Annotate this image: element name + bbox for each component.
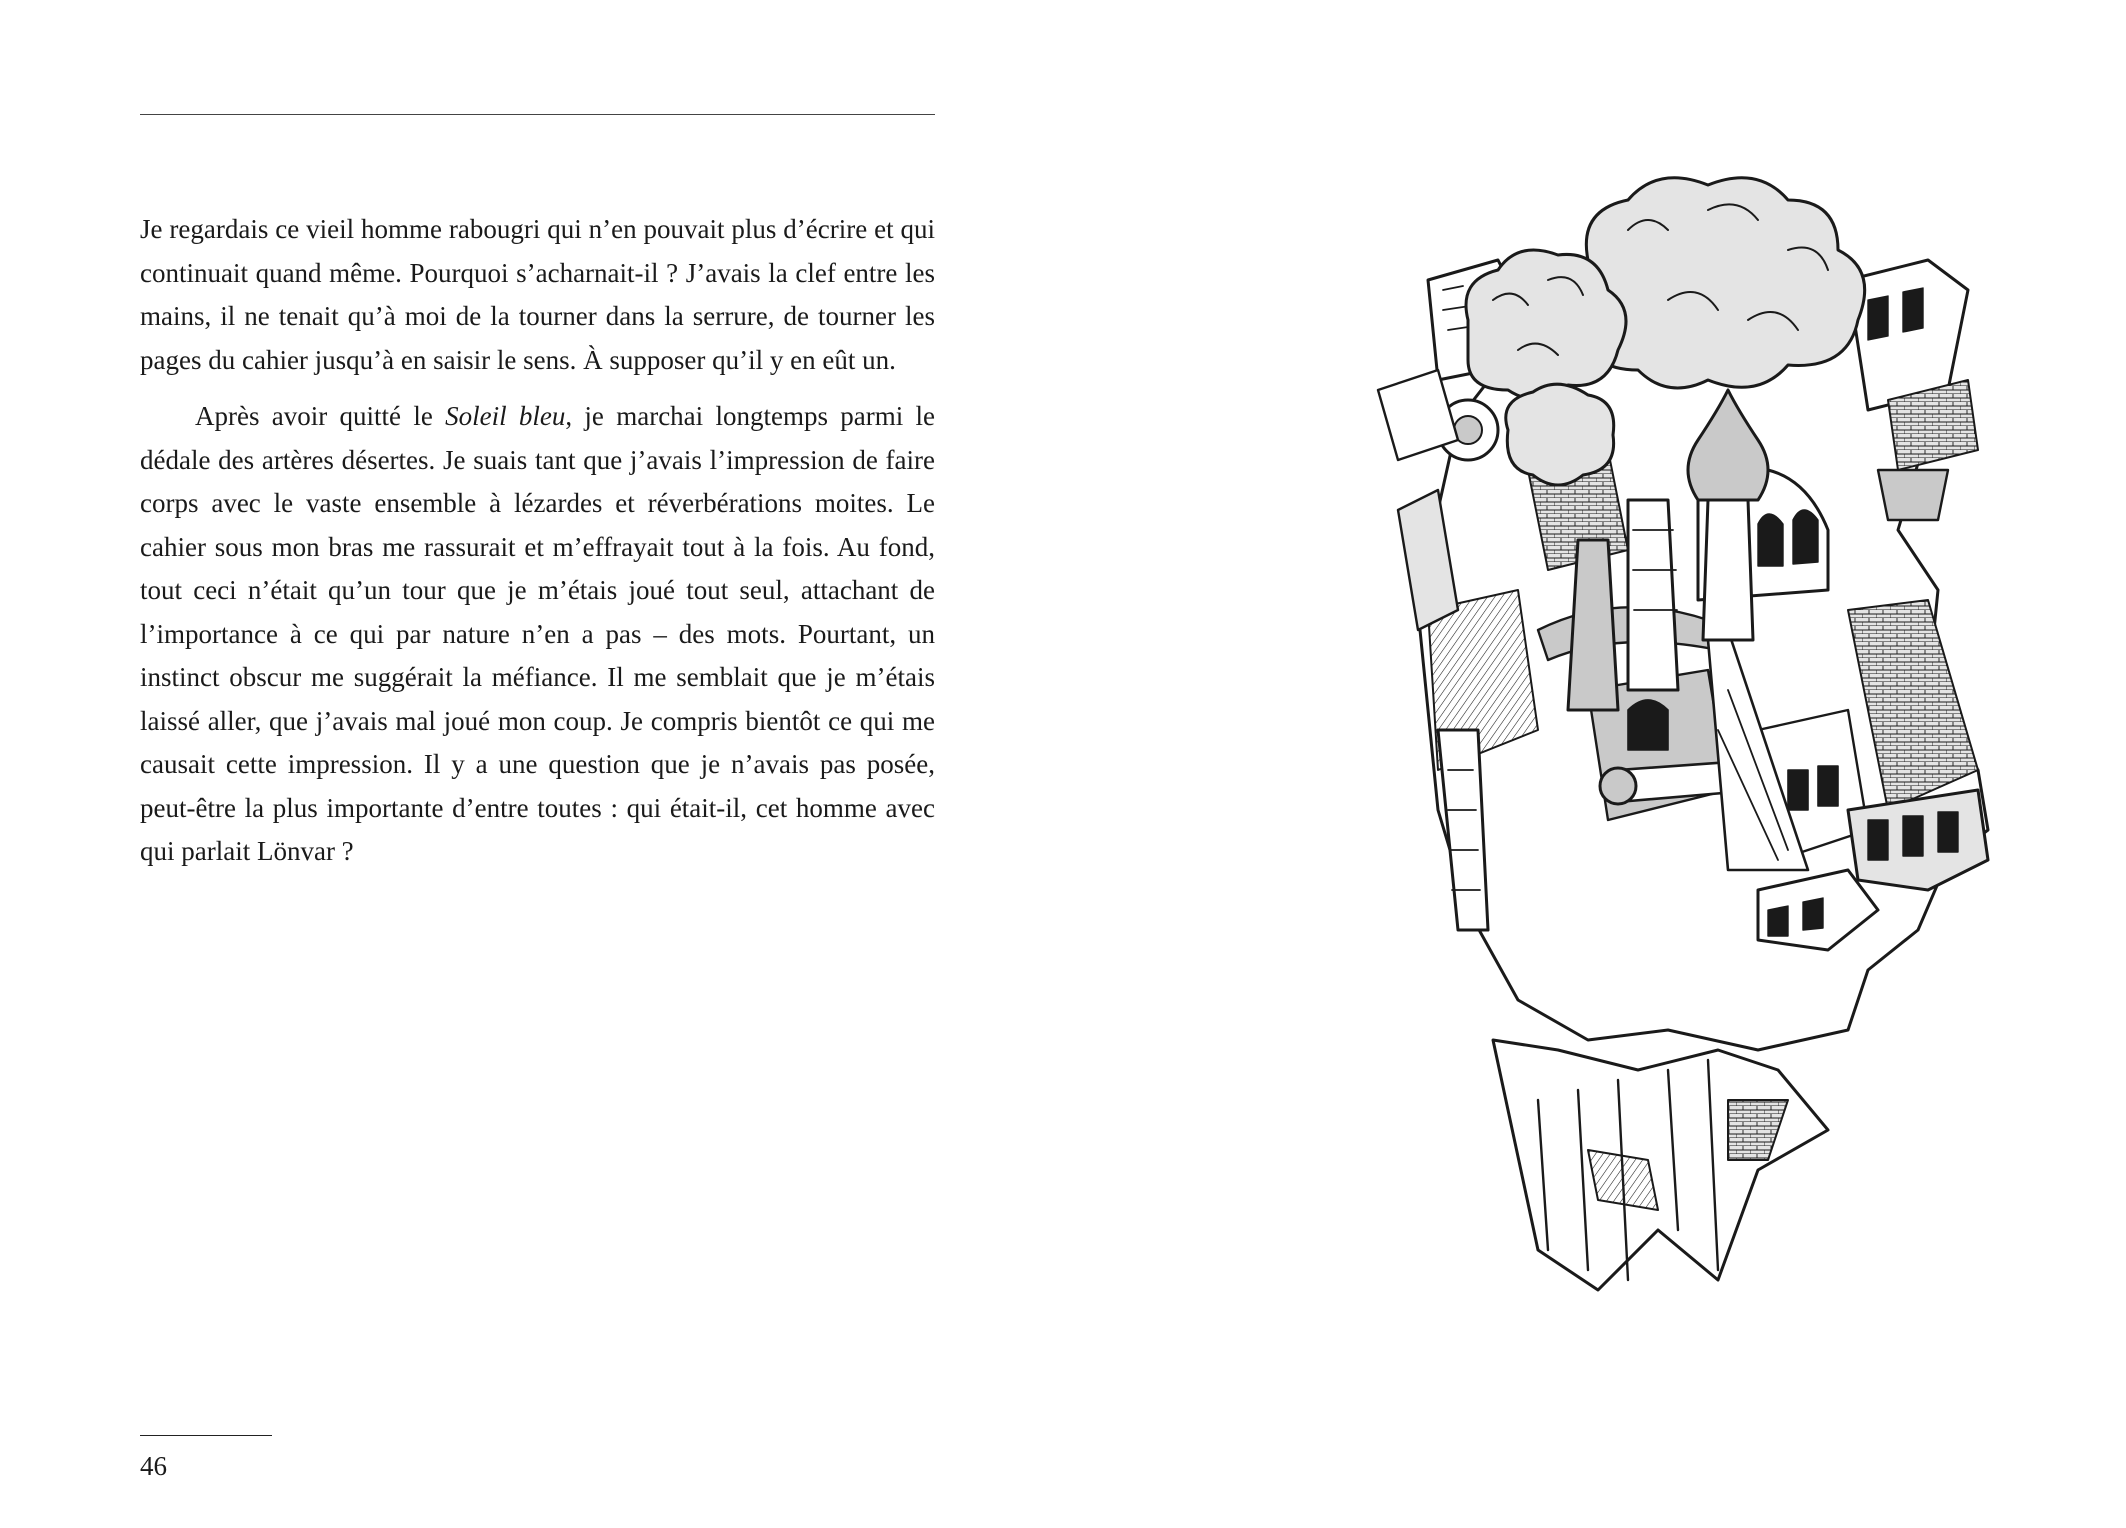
building-head-illustration [1288,170,2028,1300]
body-text [140,208,935,874]
paragraph-1: Je regardais ce vieil homme rabougri qui n’en pouvait plus d’écrire et qui continuait quand même. Pourquoi s’acharnait-il ? J’avais la clef entre les mains, il ne tenait qu’à moi de la tourner dans la serrure, de tourner les pages du cahier jusqu’à en saisir le sens. À supposer qu’il y en eût un. [140,214,935,375]
paragraph-2-start: Après avoir quitté le [195,401,446,431]
folio-rule [140,1435,272,1436]
page-number: 46 [140,1451,167,1481]
illustration-svg [1288,170,2028,1300]
paragraph-2-rest: , je marchai longtemps parmi le dédale des artères désertes. Je suais tant que j’avais l’impression de faire corps avec le vaste ensemble à lézardes et réverbérations moites. Le cahier sous mon bras me rassurait et m’effrayait tout à la fois. Au fond, tout ceci n’était qu’un tour que je m’étais joué tout seul, attachant de l’importance à ce qui par nature n’en a pas – des mots. Pourtant, un instinct obscur me suggérait la méfiance. Il me semblait que je m’étais laissé aller, que j’avais mal joué mon coup. Je compris bientôt ce qui me causait cette impression. Il y a une question que je n’avais pas posée, peut-être la plus importante d’entre toutes : qui était-il, cet homme avec qui parlait Lönvar ? [140,401,935,866]
header-rule [140,114,935,115]
right-page [1063,0,2126,1528]
italic-title: Soleil bleu [445,401,566,431]
paragraph-2 [140,395,935,874]
